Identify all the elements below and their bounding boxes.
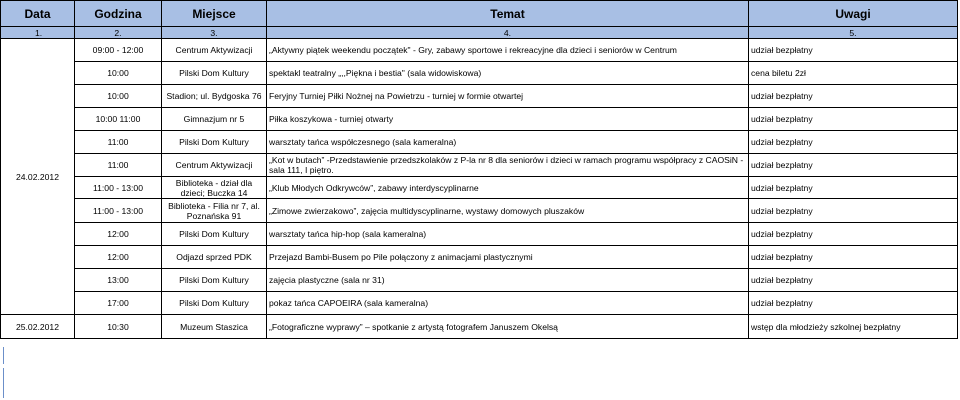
place-cell: Pilski Dom Kultury xyxy=(162,292,267,315)
table-row xyxy=(1,177,958,199)
notes-cell: udział bezpłatny xyxy=(749,177,958,199)
place-cell: Centrum Aktywizacji xyxy=(162,154,267,177)
place-cell: Muzeum Staszica xyxy=(162,315,267,339)
topic-cell: zajęcia plastyczne (sala nr 31) xyxy=(267,269,749,292)
notes-cell: udział bezpłatny xyxy=(749,223,958,246)
topic-cell: „Fotograficzne wyprawy” – spotkanie z artystą fotografem Januszem Okelsą xyxy=(267,315,749,339)
place-cell: Centrum Aktywizacji xyxy=(162,39,267,62)
topic-cell: warsztaty tańca hip-hop (sala kameralna) xyxy=(267,223,749,246)
time-cell: 11:00 - 13:00 xyxy=(75,177,162,199)
topic-cell: Feryjny Turniej Piłki Nożnej na Powietrzu - turniej w formie otwartej xyxy=(267,85,749,108)
time-cell: 12:00 xyxy=(75,246,162,269)
time-cell: 11:00 xyxy=(75,154,162,177)
time-cell: 10:00 xyxy=(75,62,162,85)
table-row xyxy=(1,131,958,154)
column-number: 4. xyxy=(267,27,749,39)
table-row xyxy=(1,108,958,131)
topic-cell: „Kot w butach” -Przedstawienie przedszkolaków z P-la nr 8 dla seniorów i dzieci w ramach programu współpracy z CAOSiN - sala 111, I piętro. xyxy=(267,154,749,177)
topic-cell: pokaz tańca CAPOEIRA (sala kameralna) xyxy=(267,292,749,315)
place-cell: Gimnazjum nr 5 xyxy=(162,108,267,131)
topic-cell: Piłka koszykowa - turniej otwarty xyxy=(267,108,749,131)
table-row xyxy=(1,315,958,339)
table-row xyxy=(1,39,958,62)
header-row xyxy=(1,1,958,27)
time-cell: 10:00 11:00 xyxy=(75,108,162,131)
date-cell: 25.02.2012 xyxy=(1,315,75,339)
notes-cell: udział bezpłatny xyxy=(749,292,958,315)
place-cell: Pilski Dom Kultury xyxy=(162,62,267,85)
place-cell: Biblioteka - dział dla dzieci; Buczka 14 xyxy=(162,177,267,199)
header-uwagi: Uwagi xyxy=(749,1,958,27)
time-cell: 17:00 xyxy=(75,292,162,315)
column-number: 2. xyxy=(75,27,162,39)
column-number: 5. xyxy=(749,27,958,39)
row-marker-line xyxy=(3,347,4,364)
notes-cell: udział bezpłatny xyxy=(749,199,958,223)
table-row xyxy=(1,292,958,315)
notes-cell: wstęp dla młodzieży szkolnej bezpłatny xyxy=(749,315,958,339)
place-cell: Biblioteka - Filia nr 7, al. Poznańska 91 xyxy=(162,199,267,223)
table-row xyxy=(1,223,958,246)
notes-cell: udział bezpłatny xyxy=(749,108,958,131)
header-data: Data xyxy=(1,1,75,27)
place-cell: Stadion; ul. Bydgoska 76 xyxy=(162,85,267,108)
column-number: 1. xyxy=(1,27,75,39)
table-row xyxy=(1,199,958,223)
time-cell: 11:00 - 13:00 xyxy=(75,199,162,223)
notes-cell: udział bezpłatny xyxy=(749,269,958,292)
time-cell: 09:00 - 12:00 xyxy=(75,39,162,62)
notes-cell: udział bezpłatny xyxy=(749,246,958,269)
notes-cell: udział bezpłatny xyxy=(749,131,958,154)
time-cell: 10:30 xyxy=(75,315,162,339)
row-marker-line xyxy=(3,368,4,398)
table-row xyxy=(1,154,958,177)
place-cell: Pilski Dom Kultury xyxy=(162,223,267,246)
header-godzina: Godzina xyxy=(75,1,162,27)
header-temat: Temat xyxy=(267,1,749,27)
topic-cell: Przejazd Bambi-Busem po Pile połączony z animacjami plastycznymi xyxy=(267,246,749,269)
time-cell: 13:00 xyxy=(75,269,162,292)
place-cell: Odjazd sprzed PDK xyxy=(162,246,267,269)
table-row xyxy=(1,246,958,269)
place-cell: Pilski Dom Kultury xyxy=(162,131,267,154)
topic-cell: „Aktywny piątek weekendu początek" - Gry, zabawy sportowe i rekreacyjne dla dzieci i seniorów w Centrum xyxy=(267,39,749,62)
topic-cell: „Zimowe zwierzakowo”, zajęcia multidyscyplinarne, wystawy domowych pluszaków xyxy=(267,199,749,223)
time-cell: 12:00 xyxy=(75,223,162,246)
table-row xyxy=(1,85,958,108)
time-cell: 11:00 xyxy=(75,131,162,154)
header-miejsce: Miejsce xyxy=(162,1,267,27)
topic-cell: spektakl teatralny „,,Piękna i bestia" (sala widowiskowa) xyxy=(267,62,749,85)
notes-cell: udział bezpłatny xyxy=(749,39,958,62)
place-cell: Pilski Dom Kultury xyxy=(162,269,267,292)
column-number: 3. xyxy=(162,27,267,39)
topic-cell: „Klub Młodych Odkrywców”, zabawy interdyscyplinarne xyxy=(267,177,749,199)
notes-cell: cena biletu 2zł xyxy=(749,62,958,85)
notes-cell: udział bezpłatny xyxy=(749,154,958,177)
time-cell: 10:00 xyxy=(75,85,162,108)
column-number-row xyxy=(1,27,958,39)
topic-cell: warsztaty tańca współczesnego (sala kameralna) xyxy=(267,131,749,154)
date-cell: 24.02.2012 xyxy=(1,39,75,315)
table-row xyxy=(1,62,958,85)
table-row xyxy=(1,269,958,292)
notes-cell: udział bezpłatny xyxy=(749,85,958,108)
